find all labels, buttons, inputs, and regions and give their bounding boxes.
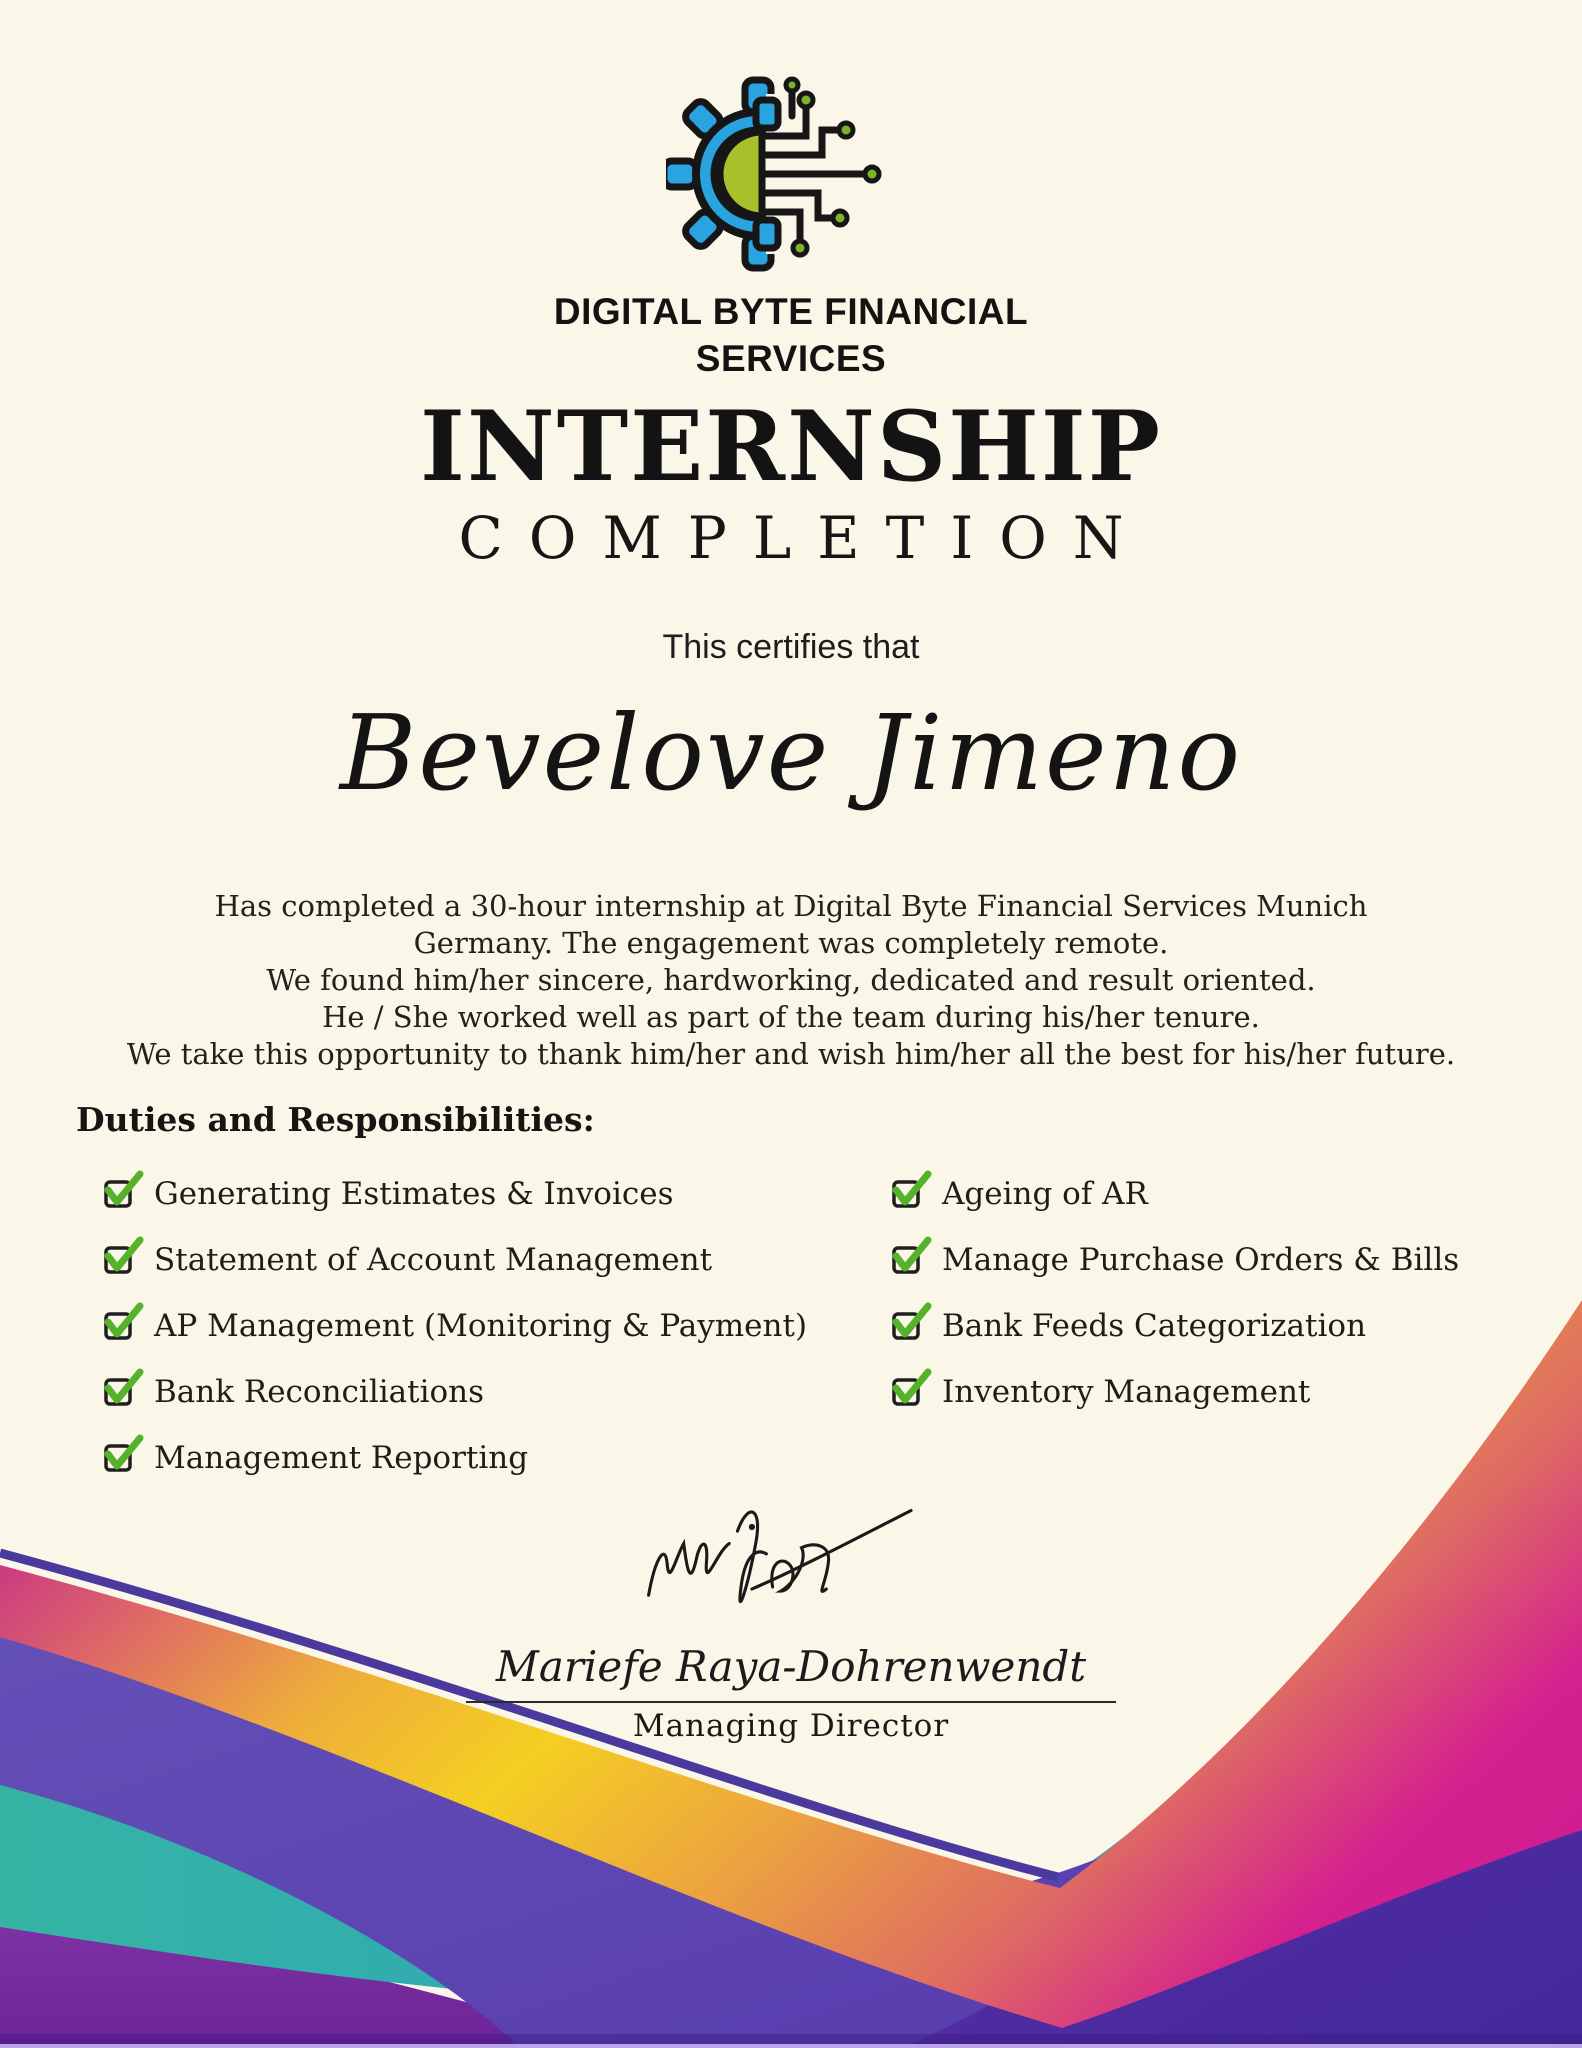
body-line: Germany. The engagement was completely remote. (413, 926, 1169, 960)
duty-item (100, 1242, 807, 1278)
certificate-title: INTERNSHIP (420, 390, 1162, 503)
certificate-subtitle: COMPLETION (458, 504, 1150, 572)
checked-checkbox-icon (100, 1434, 144, 1474)
body-text (0, 888, 1582, 1073)
duty-label: Statement of Account Management (154, 1242, 713, 1278)
duty-label: Bank Feeds Categorization (942, 1308, 1367, 1344)
signature-scrawl (630, 1496, 940, 1651)
company-name-line2: SERVICES (695, 338, 887, 379)
signatory-name (0, 1642, 1582, 1703)
duty-item (888, 1176, 1459, 1212)
checked-checkbox-icon (100, 1302, 144, 1342)
body-line: We found him/her sincere, hardworking, dedicated and result oriented. (266, 963, 1316, 997)
duty-item (100, 1308, 807, 1344)
body-line: Has completed a 30-hour internship at Digital Byte Financial Services Munich (214, 889, 1368, 923)
duty-label: AP Management (Monitoring & Payment) (154, 1308, 808, 1344)
duty-label: Management Reporting (154, 1440, 529, 1476)
company-name (0, 288, 1582, 382)
checked-checkbox-icon (100, 1368, 144, 1408)
duty-item (100, 1176, 807, 1212)
duty-label: Generating Estimates & Invoices (154, 1176, 674, 1212)
duty-item (100, 1374, 807, 1410)
signatory-name-text: Mariefe Raya-Dohrenwendt (466, 1642, 1116, 1703)
recipient-name: Bevelove Jimeno (339, 692, 1243, 814)
duty-label: Bank Reconciliations (154, 1374, 485, 1410)
duty-item (888, 1374, 1459, 1410)
signatory-role: Managing Director (632, 1708, 950, 1744)
duty-label: Manage Purchase Orders & Bills (942, 1242, 1460, 1278)
body-line: He / She worked well as part of the team during his/her tenure. (322, 1000, 1260, 1034)
duty-item (888, 1308, 1459, 1344)
duties-column-left (100, 1176, 807, 1506)
gear-circuit-logo-icon (666, 72, 916, 277)
duties-heading: Duties and Responsibilities: (76, 1100, 595, 1139)
duties-column-right (888, 1176, 1459, 1440)
checked-checkbox-icon (888, 1170, 932, 1210)
body-line: We take this opportunity to thank him/her and wish him/her all the best for his/her future. (126, 1037, 1456, 1071)
checked-checkbox-icon (888, 1368, 932, 1408)
certifies-label: This certifies that (662, 628, 920, 666)
company-name-line1: DIGITAL BYTE FINANCIAL (553, 291, 1029, 332)
duty-label: Ageing of AR (942, 1176, 1148, 1212)
checked-checkbox-icon (888, 1236, 932, 1276)
duty-label: Inventory Management (942, 1374, 1311, 1410)
duty-item (100, 1440, 807, 1476)
checked-checkbox-icon (888, 1302, 932, 1342)
checked-checkbox-icon (100, 1236, 144, 1276)
duty-item (888, 1242, 1459, 1278)
checked-checkbox-icon (100, 1170, 144, 1210)
